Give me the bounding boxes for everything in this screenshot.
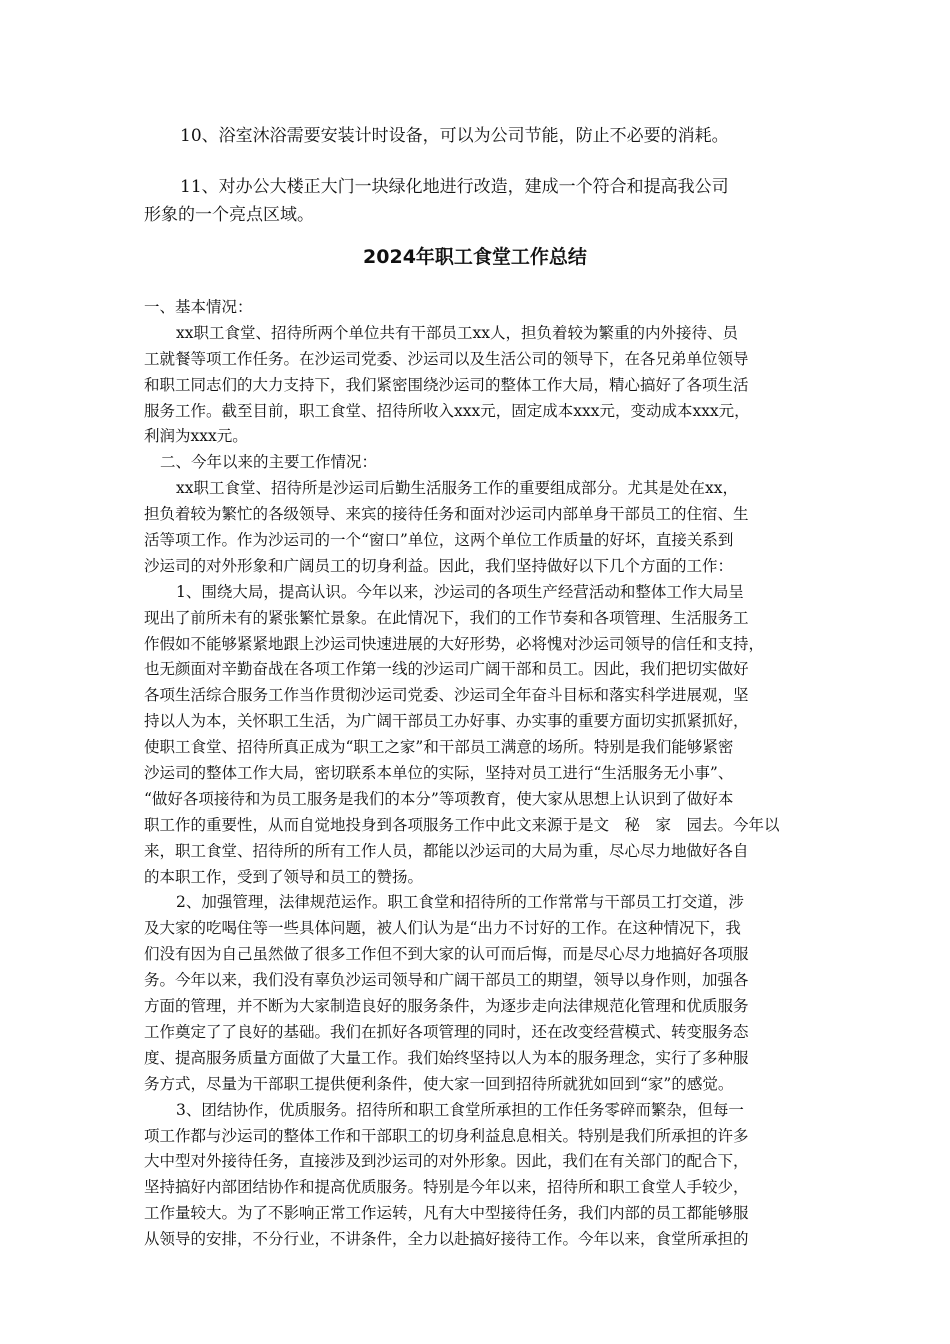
- text-line: 和职工同志们的大力支持下，我们紧密围绕沙运司的整体工作大局，精心搞好了各项生活: [144, 375, 749, 394]
- text-line: 工就餐等项工作任务。在沙运司党委、沙运司以及生活公司的领导下，在各兄弟单位领导: [144, 349, 749, 368]
- text-line: 利润为xxx元。: [144, 427, 248, 446]
- text-line: 服务工作。截至目前，职工食堂、招待所收入xxx元，固定成本xxx元，变动成本xxx元，: [144, 401, 750, 420]
- document-body: [144, 295, 816, 1253]
- text-line: 1、围绕大局，提高认识。今年以来，沙运司的各项生产经营活动和整体工作大局呈: [176, 582, 744, 601]
- document-title: 2024年职工食堂工作总结: [363, 246, 587, 268]
- paragraph-text: 10、浴室沐浴需要安装计时设备，可以为公司节能，防止不必要的消耗。: [180, 126, 729, 146]
- text-line: 大中型对外接待任务，直接涉及到沙运司的对外形象。因此，我们在有关部门的配合下，: [144, 1152, 749, 1171]
- text-line: 度、提高服务质量方面做了大量工作。我们始终坚持以人为本的服务理念，实行了多种服: [144, 1048, 749, 1067]
- paragraph-item-10: [144, 122, 814, 150]
- text-line: 务方式，尽量为干部职工提供便利条件，使大家一回到招待所就犹如回到“家”的感觉。: [144, 1074, 734, 1093]
- text-line: 作假如不能够紧紧地跟上沙运司快速进展的大好形势，必将愧对沙运司领导的信任和支持，: [144, 634, 765, 653]
- text-line: 们没有因为自己虽然做了很多工作但不到大家的认可而后悔，而是尽心尽力地搞好各项服: [144, 945, 749, 964]
- text-line: 务。今年以来，我们没有辜负沙运司领导和广阔干部员工的期望，领导以身作则，加强各: [144, 971, 749, 990]
- text-line: 也无颜面对辛勤奋战在各项工作第一线的沙运司广阔干部和员工。因此，我们把切实做好: [144, 660, 749, 679]
- text-line: 来，职工食堂、招待所的所有工作人员，都能以沙运司的大局为重，尽心尽力地做好各自: [144, 841, 749, 860]
- text-line: xx职工食堂、招待所两个单位共有干部员工xx人，担负着较为繁重的内外接待、员: [176, 323, 738, 342]
- paragraph-item-11-cont: [144, 201, 814, 229]
- text-line: 使职工食堂、招待所真正成为“职工之家”和干部员工满意的场所。特别是我们能够紧密: [144, 738, 734, 757]
- text-line: 沙运司的对外形象和广阔员工的切身利益。因此，我们坚持做好以下几个方面的工作：: [144, 556, 734, 575]
- text-line: “做好各项接待和为员工服务是我们的本分”等项教育，使大家从思想上认识到了做好本: [144, 789, 734, 808]
- text-line: 各项生活综合服务工作当作贯彻沙运司党委、沙运司全年奋斗目标和落实科学进展观，坚: [144, 686, 749, 705]
- text-line: 工作奠定了了良好的基础。我们在抓好各项管理的同时，还在改变经营模式、转变服务态: [144, 1022, 749, 1041]
- section-heading-main-work: 二、今年以来的主要工作情况：: [160, 453, 378, 472]
- text-line: 方面的管理，并不断为大家制造良好的服务条件，为逐步走向法律规范化管理和优质服务: [144, 997, 749, 1016]
- text-line: 的本职工作，受到了领导和员工的赞扬。: [144, 867, 424, 886]
- text-line: 持以人为本，关怀职工生活，为广阔干部员工办好事、办实事的重要方面切实抓紧抓好，: [144, 712, 749, 731]
- paragraph-text: 11、对办公大楼正大门一块绿化地进行改造，建成一个符合和提高我公司: [180, 177, 729, 197]
- text-line: 3、团结协作，优质服务。招待所和职工食堂所承担的工作任务零碎而繁杂，但每一: [176, 1100, 744, 1119]
- text-line: 活等项工作。作为沙运司的一个“窗口”单位，这两个单位工作质量的好坏，直接关系到: [144, 531, 734, 550]
- text-line: 项工作都与沙运司的整体工作和干部职工的切身利益息息相关。特别是我们所承担的许多: [144, 1126, 749, 1145]
- section-heading-basic: 一、基本情况：: [144, 298, 253, 316]
- text-line: 坚持搞好内部团结协作和提高优质服务。特别是今年以来，招待所和职工食堂人手较少，: [144, 1178, 749, 1197]
- text-line: 沙运司的整体工作大局，密切联系本单位的实际，坚持对员工进行“生活服务无小事”、: [144, 764, 734, 783]
- text-line: 从领导的安排，不分行业，不讲条件，全力以赴搞好接待工作。今年以来，食堂所承担的: [144, 1230, 749, 1249]
- text-line: 2、加强管理，法律规范运作。职工食堂和招待所的工作常常与干部员工打交道，涉: [176, 893, 744, 912]
- paragraph-text: 形象的一个亮点区域。: [144, 205, 314, 225]
- paragraph-item-11: [144, 173, 814, 201]
- text-line: 职工作的重要性，从而自觉地投身到各项服务工作中此文来源于是文 秘 家 园去。今年以: [144, 815, 780, 834]
- text-line: xx职工食堂、招待所是沙运司后勤生活服务工作的重要组成部分。尤其是处在xx，: [176, 479, 738, 498]
- text-line: 及大家的吃喝住等一些具体问题，被人们认为是“出力不讨好的工作。在这种情况下，我: [144, 919, 741, 938]
- text-line: 担负着较为繁忙的各级领导、来宾的接待任务和面对沙运司内部单身干部员工的住宿、生: [144, 505, 749, 524]
- text-line: 现出了前所未有的紧张繁忙景象。在此情况下，我们的工作节奏和各项管理、生活服务工: [144, 608, 749, 627]
- text-line: 工作量较大。为了不影响正常工作运转，凡有大中型接待任务，我们内部的员工都能够服: [144, 1204, 749, 1223]
